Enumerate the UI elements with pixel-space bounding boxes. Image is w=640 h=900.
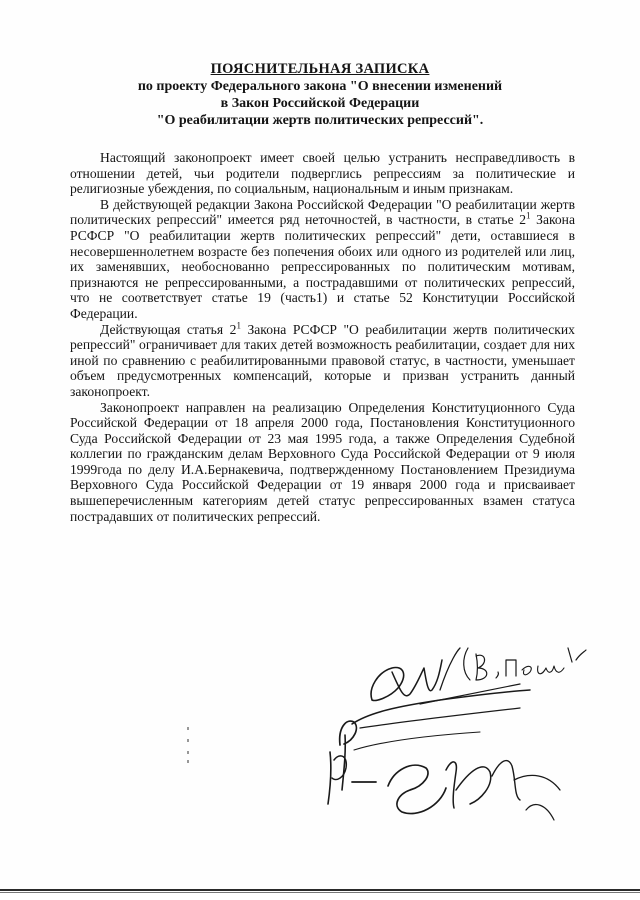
paragraph-4: Законопроект направлен на реализацию Определения Конституционного Суда Российской Федерации от 18 апреля 2000 года, Постановления Конституционного Суда Российской Федерации от 23 мая 1995 года, а также Определения Судебной коллегии по гражданским делам Верховного Суда Российской Федерации от 9 июля 1999года по делу И.А.Бернакевича, подтвержденному Постановлением Президиума Верховного Суда Российской Федерации от 19 января 2000 года и присваивает вышеперечисленным категориям детей статус репрессированных взамен статуса пострадавших от политических репрессий. bbox=[70, 399, 575, 524]
paragraph-3-part-a: Действующая статья 2 bbox=[100, 321, 237, 337]
margin-mark bbox=[185, 725, 191, 765]
handwritten-note bbox=[464, 648, 586, 680]
paragraph-2-part-b: Закона РСФСР "О реабилитации жертв политических репрессий" дети, оставшиеся в несовершеннолетнем возрасте без попечения обоих или одного из родителей или лиц, их заменявших, необоснованно репрессированных по политическим мотивам, признаются не репрессированными, а пострадавшими от политических репрессий, что не соответствует статье 19 (часть1) и статье 52 Конституции Российской Федерации. bbox=[70, 212, 575, 321]
paragraph-2-superscript: 1 bbox=[526, 210, 531, 221]
paragraph-3-superscript: 1 bbox=[236, 320, 241, 330]
scan-bottom-edge bbox=[0, 889, 640, 891]
document-title: ПОЯСНИТЕЛЬНАЯ ЗАПИСКА bbox=[210, 61, 430, 77]
subtitle-line-2: в Закон Российской Федерации bbox=[220, 96, 420, 111]
paragraph-3-part-b: Закона РСФСР "О реабилитации жертв политических репрессий" ограничивает для таких детей возможность реабилитации, создает для них иной по сравнению с реабилитированными правовой статус, в частности, уменьшает объем предусмотренных компенсаций, которые и призван устранить данный законопроект. bbox=[70, 321, 575, 399]
paragraph-2-part-a: В действующей редакции Закона Российской Федерации "О реабилитации жертв политических репрессий" имеется ряд неточностей, в частности, в статье 2 bbox=[70, 196, 575, 228]
signature-2 bbox=[340, 690, 530, 790]
scan-bottom-edge-shadow bbox=[0, 892, 640, 893]
subtitle-line-3: "О реабилитации жертв политических репрессий". bbox=[156, 113, 484, 128]
paragraph-1: Настоящий законопроект имеет своей целью устранить несправедливость в отношении детей, чьи родители подверглись репрессиям за политические и религиозные убеждения, по социальным, национальным и иным признакам. bbox=[70, 150, 575, 197]
subtitle-line-1: по проекту Федерального закона "О внесении изменений bbox=[137, 79, 503, 94]
signature-3 bbox=[328, 752, 560, 820]
